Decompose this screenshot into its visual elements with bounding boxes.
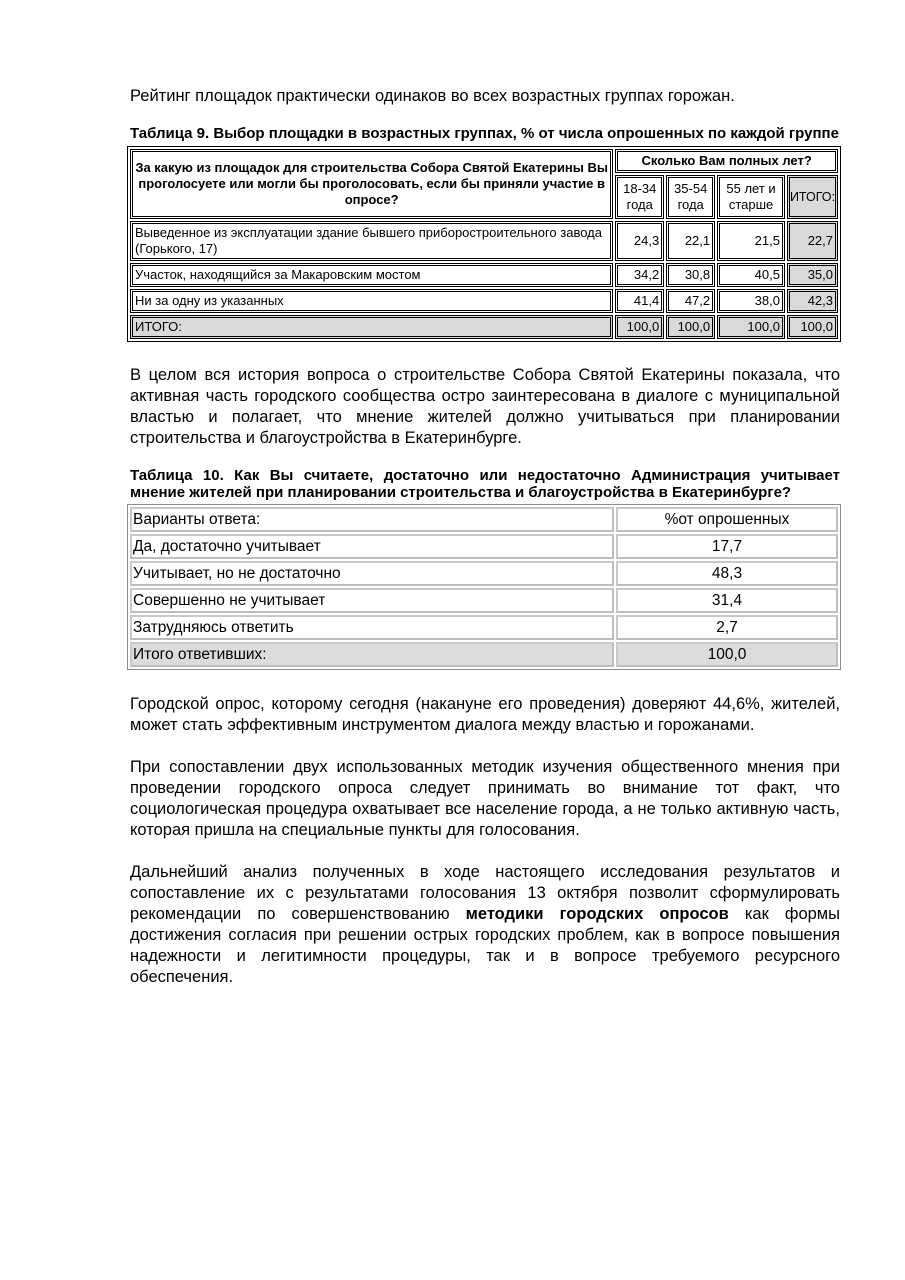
table9-caption: Таблица 9. Выбор площадки в возрастных группах, % от числа опрошенных по каждой группе [130,125,839,142]
table-row [130,615,838,640]
paragraph-history: В целом вся история вопроса о строительстве Собора Святой Екатерины показала, что активная часть городского сообщества остро заинтересована в диалоге с муниципальной властью и полагает, что мнение жителей должно учитываться при планировании строительства и благоустройства в Екатеринбурге. [130,366,840,447]
table9-question-header: За какую из площадок для строительства Собора Святой Екатерины Вы проголосуете или могли бы проголосовать, если бы приняли участие в опросе? [130,149,613,219]
paragraph-text: как формы достижения согласия при решении острых городских проблем, как в вопросе повышения надежности и легитимности процедуры, так и в вопросе требуемого ресурсного обеспечения. [130,905,840,986]
paragraph-survey-trust: Городской опрос, которому сегодня (накануне его проведения) доверяют 44,6%, жителей, может стать эффективным инструментом диалога между властью и горожанами. [130,695,840,734]
table9-col-header: 18-34 года [615,175,664,219]
table9-cell: 34,2 [615,263,664,287]
table10-row-label: Совершенно не учитывает [130,588,614,613]
intro-paragraph: Рейтинг площадок практически одинаков во всех возрастных группах горожан. [130,87,735,105]
table-row [130,289,838,313]
table9-cell-total: 22,7 [787,221,838,261]
table9-cell: 47,2 [666,289,715,313]
table9-cell: 41,4 [615,289,664,313]
table10-row-value: 2,7 [616,615,838,640]
table10-header-label: Варианты ответа: [130,507,614,532]
table9-col-header: 35-54 года [666,175,715,219]
table9-cell: 100,0 [666,315,715,339]
table9-row-label: Ни за одну из указанных [130,289,613,313]
table-row-total [130,315,838,339]
table10-header-value: %от опрошенных [616,507,838,532]
table-row [130,221,838,261]
table10-row-label: Итого ответивших: [130,642,614,667]
table9-cell: 100,0 [615,315,664,339]
table9 [127,146,841,342]
emphasis-text: методики городских опросов [465,905,729,923]
paragraph-text: Дальнейший анализ полученных в ходе настоящего исследования результатов и сопоставление их с результатами голосования 13 октября позволит сформулировать рекомендации по совершенствованию [130,863,840,923]
table10-row-value: 17,7 [616,534,838,559]
table9-cell: 30,8 [666,263,715,287]
table10 [127,504,841,670]
table-row [130,561,838,586]
table9-row-label: Участок, находящийся за Макаровским мостом [130,263,613,287]
table-row-total [130,642,838,667]
table9-cell: 40,5 [717,263,785,287]
paragraph-methods: При сопоставлении двух использованных методик изучения общественного мнения при проведении городского опроса следует принимать во внимание тот факт, что социологическая процедура охватывает все население города, а не только активную часть, которая пришла на специальные пункты для голосования. [130,758,840,839]
table10-row-value: 48,3 [616,561,838,586]
table9-age-header: Сколько Вам полных лет? [615,149,838,173]
table-row [130,263,838,287]
table9-cell: 100,0 [717,315,785,339]
table-row [130,588,838,613]
table10-row-value: 31,4 [616,588,838,613]
table-row [130,534,838,559]
document-page [130,86,840,988]
table9-cell-total: 35,0 [787,263,838,287]
table9-cell-total: 100,0 [787,315,838,339]
table10-row-label: Учитывает, но не достаточно [130,561,614,586]
table9-row-label: ИТОГО: [130,315,613,339]
table10-row-label: Да, достаточно учитывает [130,534,614,559]
table9-cell: 21,5 [717,221,785,261]
paragraph-further-analysis [130,862,840,988]
table9-cell: 24,3 [615,221,664,261]
table10-row-label: Затрудняюсь ответить [130,615,614,640]
table9-cell: 38,0 [717,289,785,313]
table10-row-value: 100,0 [616,642,838,667]
table9-col-header: 55 лет и старше [717,175,785,219]
table9-row-label: Выведенное из эксплуатации здание бывшего приборостроительного завода (Горького, 17) [130,221,613,261]
table10-caption: Таблица 10. Как Вы считаете, достаточно или недостаточно Администрация учитывает мнение жителей при планировании строительства и благоустройства в Екатеринбурге? [130,467,840,501]
table9-cell-total: 42,3 [787,289,838,313]
table-header-row [130,507,838,532]
table9-col-header-total: ИТОГО: [787,175,838,219]
table9-cell: 22,1 [666,221,715,261]
